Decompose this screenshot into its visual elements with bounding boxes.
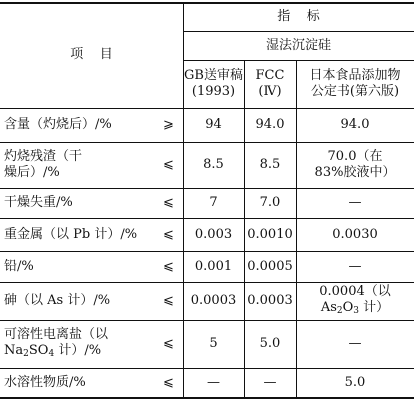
row-fcc-value: 94.0 <box>255 117 285 132</box>
row-item-name: 可溶性电离盐（以 $Na_2SO_4$ 计）/% <box>4 326 109 359</box>
row-comparator: ⩽ <box>163 195 174 210</box>
row-gb-value: 0.003 <box>194 226 233 242</box>
row-item-name: 灼烧残渣（干 燥后）/% <box>4 149 83 180</box>
row-comparator: ⩽ <box>163 336 174 351</box>
row-jp-value: 94.0 <box>340 117 370 132</box>
row-gb-value: 5 <box>209 336 218 351</box>
row-gb-value: 8.5 <box>203 157 224 172</box>
row-item-name: 干燥失重/% <box>4 195 73 210</box>
row-jp-value: 0.0004（以 $As_2O_3$ 计） <box>319 283 391 316</box>
item-column-header: 项 目 <box>70 47 113 62</box>
jp-column-header: 日本食品添加物 公定书(第六版) <box>309 68 401 99</box>
row-gb-value: 94 <box>205 117 222 132</box>
table-bottom-rule <box>0 397 414 399</box>
row-item-name: 水溶性物质/% <box>4 374 86 390</box>
row-gb-value: 7 <box>209 195 218 210</box>
row-item-name: 含量（灼烧后）/% <box>4 117 112 132</box>
spec-group-header: 指 标 <box>277 8 320 24</box>
row-item-name: 铅/% <box>4 258 34 274</box>
row-fcc-value: 0.0003 <box>247 293 293 308</box>
row-comparator: ⩽ <box>163 374 174 390</box>
row-jp-value: — <box>348 195 362 210</box>
row-fcc-value: — <box>263 374 277 390</box>
row-gb-value: 0.0003 <box>190 293 237 308</box>
row-jp-value: 0.0030 <box>332 226 378 242</box>
row-gb-value: — <box>207 374 220 390</box>
row-item-name: 砷（以 As 计）/% <box>4 293 111 308</box>
row-fcc-value: 0.0005 <box>247 258 293 274</box>
gb-column-header: GB送审稿 (1993) <box>184 68 243 99</box>
row-fcc-value: 8.5 <box>259 157 281 172</box>
row-item-name: 重金属（以 Pb 计）/% <box>4 226 138 242</box>
row-jp-value: 5.0 <box>344 374 366 390</box>
row-comparator: ⩽ <box>163 226 174 242</box>
row-comparator: ⩽ <box>163 157 174 172</box>
fcc-column-header: FCC (Ⅳ) <box>255 68 285 99</box>
row-jp-value: — <box>348 258 362 274</box>
row-fcc-value: 5.0 <box>259 336 281 351</box>
row-comparator: ⩾ <box>163 117 174 132</box>
row-jp-value: 70.0（在 83%胶液中） <box>314 149 396 180</box>
row-comparator: ⩽ <box>163 293 174 308</box>
row-gb-value: 0.001 <box>194 258 233 274</box>
method-header: 湿法沉淀硅 <box>265 37 331 53</box>
row-comparator: ⩽ <box>163 258 174 274</box>
row-jp-value: — <box>348 336 362 351</box>
row-fcc-value: 0.0010 <box>247 226 293 242</box>
row-fcc-value: 7.0 <box>259 195 281 210</box>
